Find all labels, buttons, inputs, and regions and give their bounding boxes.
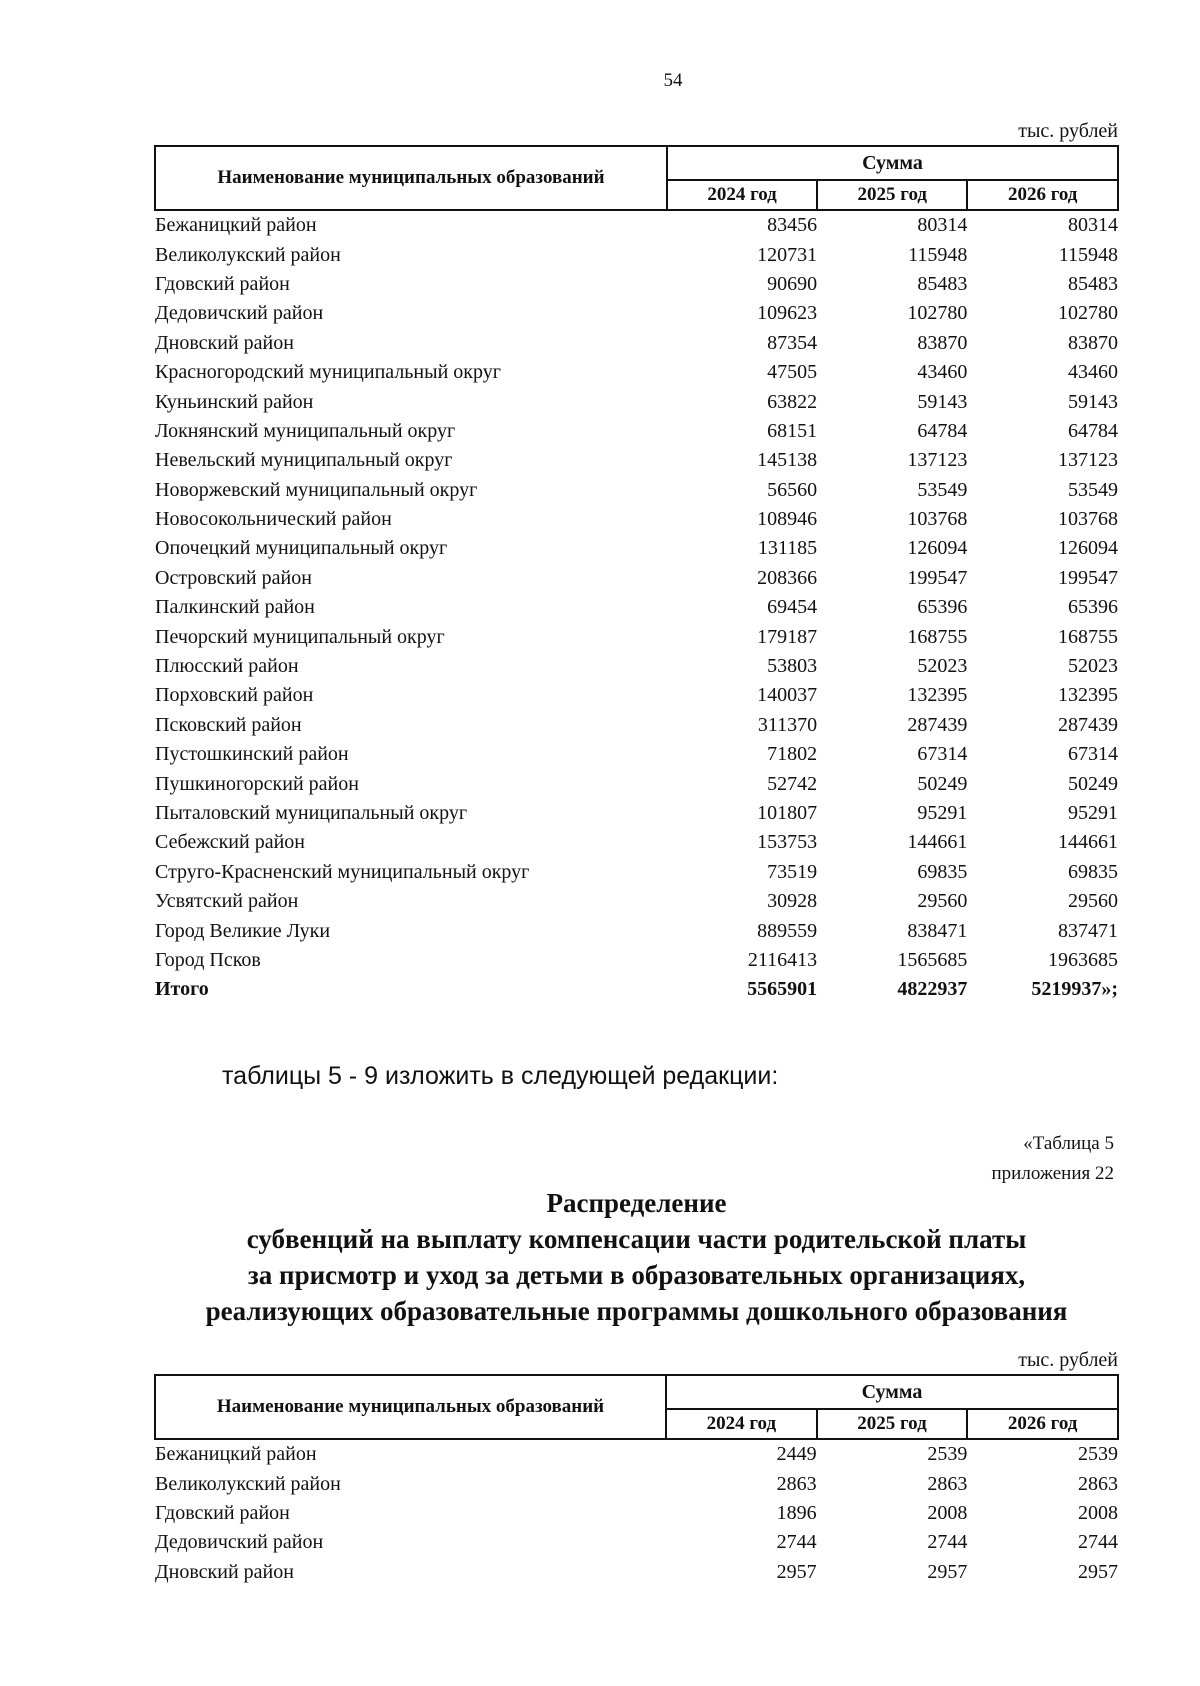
value-2026: 2539 [1078,1443,1118,1466]
table-row [155,946,1118,975]
value-2024: 71802 [767,743,818,766]
table-row [155,593,1118,622]
value-2026: 64784 [1068,419,1118,442]
value-2026: 103768 [1058,508,1118,531]
value-2026: 83870 [1068,331,1118,354]
value-2025: 64784 [917,419,968,442]
value-2024: 2744 [776,1531,817,1554]
municipality-name: Струго-Красненский муниципальный округ [155,860,530,883]
value-2024: 101807 [757,802,818,824]
subsidy-table-2 [154,1374,1119,1587]
value-2024: 53803 [767,655,818,678]
table-row [155,681,1118,710]
value-2024: 145138 [757,449,818,472]
municipality-name: Дедовичский район [155,1531,324,1554]
value-2025: 29560 [917,890,968,913]
value-2025: 80314 [917,214,968,237]
table-row [155,329,1118,358]
value-2024: 30928 [767,890,818,913]
value-2025: 199547 [907,566,968,589]
title-line: за присмотр и уход за детьми в образовательных организациях, [247,1260,1026,1290]
table-row [155,358,1118,387]
value-2026: 95291 [1068,802,1118,824]
value-2026: 2957 [1078,1560,1118,1583]
value-2026: 2863 [1078,1472,1118,1495]
municipality-name: Новоржевский муниципальный округ [155,478,478,501]
table-row [155,1439,1118,1469]
value-2024: 140037 [757,684,818,707]
year-2026-header: 2026 год [967,180,1118,210]
table-row [155,828,1118,857]
value-2024: 69454 [767,596,818,619]
table-row [155,240,1118,269]
value-2026: 102780 [1058,302,1118,325]
municipality-name: Усвятский район [155,890,299,913]
value-2024: 131185 [757,537,818,560]
municipality-name: Опочецкий муниципальный округ [155,537,448,560]
value-2024: 47505 [767,361,818,384]
value-2025: 132395 [907,684,968,707]
table-row [155,564,1118,593]
value-2024: 153753 [757,831,818,854]
title-line: Распределение [546,1188,727,1218]
units-label: тыс. рублей [1018,120,1118,142]
table-row [155,1558,1118,1587]
value-2025: 95291 [917,802,968,824]
value-2024: 56560 [767,478,818,501]
value-2024: 73519 [767,860,818,883]
value-2024: 311370 [757,713,818,736]
title-line: субвенций на выплату компенсации части родительской платы [246,1224,1027,1254]
value-2026: 168755 [1058,625,1118,648]
table-5-caption-line1: «Таблица 5 [1023,1133,1114,1154]
value-2024: 83456 [767,214,818,237]
value-2026: 132395 [1058,684,1118,707]
table-row [155,887,1118,916]
value-2025: 43460 [917,361,968,384]
value-2025: 2539 [927,1443,968,1466]
table-row [155,446,1118,475]
value-2025: 2957 [927,1560,968,1583]
sum-column-header: Сумма [666,1375,1118,1409]
value-2024: 889559 [757,919,818,942]
value-2025: 4822937 [897,978,968,1001]
value-2025: 59143 [917,390,968,413]
value-2026: 144661 [1058,831,1118,854]
table-5-title [154,1185,1119,1329]
table-row [155,652,1118,681]
value-2024: 208366 [757,566,818,589]
value-2024: 5565901 [747,978,818,1001]
value-2026: 137123 [1058,449,1118,472]
value-2024: 87354 [767,331,818,354]
municipality-name: Бежаницкий район [155,214,317,237]
table-row [155,1528,1118,1557]
units-label-2: тыс. рублей [1018,1349,1118,1371]
municipality-column-header: Наименование муниципальных образований [155,1375,666,1439]
table-row [155,1499,1118,1528]
table-1-body [155,210,1118,1005]
value-2025: 1565685 [897,948,968,971]
value-2025: 168755 [907,625,968,648]
value-2026: 837471 [1058,919,1118,942]
table-row [155,711,1118,740]
value-2026: 80314 [1068,214,1118,237]
table-row [155,622,1118,651]
value-2025: 102780 [907,302,968,325]
value-2026: 115948 [1058,243,1118,266]
value-2026: 50249 [1068,772,1118,795]
table-row [155,476,1118,505]
value-2025: 85483 [917,272,968,295]
value-2024: 2863 [776,1472,817,1495]
municipality-name: Великолукский район [155,1472,341,1495]
municipality-name: Палкинский район [155,596,315,619]
table-row [155,916,1118,945]
value-2026: 5219937»; [1031,978,1118,1001]
value-2025: 69835 [917,860,968,883]
value-2024: 108946 [757,508,818,531]
table-row [155,740,1118,769]
municipality-name: Пыталовский муниципальный округ [155,802,468,824]
value-2025: 2863 [927,1472,968,1495]
value-2026: 199547 [1058,566,1118,589]
municipality-name: Псковский район [155,713,302,736]
value-2024: 120731 [757,243,818,266]
municipality-name: Дновский район [155,331,294,354]
value-2025: 52023 [917,655,968,678]
value-2025: 53549 [917,478,968,501]
municipality-name: Дедовичский район [155,302,324,325]
value-2024: 179187 [757,625,818,648]
value-2026: 2008 [1078,1501,1118,1524]
subsidy-table-1 [154,145,1119,1005]
municipality-name: Дновский район [155,1560,294,1583]
table-row [155,534,1118,563]
municipality-name: Великолукский район [155,243,341,266]
table-5-caption [992,1129,1114,1189]
municipality-name: Итого [155,978,209,1001]
table-row [155,387,1118,416]
value-2025: 126094 [907,537,968,560]
value-2026: 126094 [1058,537,1118,560]
value-2026: 43460 [1068,361,1118,384]
value-2024: 2449 [776,1443,817,1466]
municipality-name: Новосокольнический район [155,508,392,531]
value-2025: 115948 [908,243,968,266]
table-row [155,769,1118,798]
value-2024: 2957 [776,1560,817,1583]
value-2025: 838471 [907,919,968,942]
value-2025: 2008 [927,1501,968,1524]
table-5-caption-line2: приложения 22 [991,1163,1114,1184]
value-2024: 1896 [776,1501,817,1524]
table-row [155,210,1118,240]
municipality-name: Куньинский район [155,390,314,413]
value-2026: 2744 [1078,1531,1118,1554]
value-2026: 287439 [1058,713,1118,736]
value-2025: 137123 [907,449,968,472]
table-2-body [155,1439,1118,1587]
value-2025: 144661 [907,831,968,854]
value-2025: 103768 [907,508,968,531]
value-2024: 2116413 [747,948,818,971]
municipality-name: Плюсский район [155,655,299,678]
year-2024-header: 2024 год [667,180,817,210]
value-2026: 67314 [1068,743,1118,766]
table-row [155,417,1118,446]
municipality-name: Город Псков [155,948,261,971]
table-row [155,270,1118,299]
value-2025: 67314 [917,743,968,766]
municipality-name: Город Великие Луки [155,919,331,942]
municipality-name: Гдовский район [155,1501,290,1524]
value-2025: 83870 [917,331,968,354]
table-row [155,858,1118,887]
municipality-name: Гдовский район [155,272,290,295]
value-2024: 63822 [767,390,818,413]
municipality-name: Невельский муниципальный округ [155,449,453,472]
municipality-name: Пушкиногорский район [155,772,359,795]
value-2025: 50249 [917,772,968,795]
municipality-name: Бежаницкий район [155,1443,317,1466]
value-2024: 90690 [767,272,818,295]
municipality-name: Пустошкинский район [155,743,349,766]
value-2026: 85483 [1068,272,1118,295]
municipality-name: Печорский муниципальный округ [155,625,445,648]
value-2026: 59143 [1068,390,1118,413]
value-2024: 68151 [767,419,818,442]
title-line: реализующих образовательные программы дошкольного образования [205,1296,1068,1326]
value-2024: 109623 [757,302,818,325]
municipality-name: Локнянский муниципальный округ [155,419,456,442]
value-2026: 52023 [1068,655,1118,678]
page-number: 54 [663,70,683,91]
value-2026: 1963685 [1048,948,1118,971]
municipality-name: Себежский район [155,831,305,854]
table-row [155,299,1118,328]
value-2026: 65396 [1068,596,1118,619]
value-2025: 2744 [927,1531,968,1554]
municipality-name: Красногородский муниципальный округ [155,361,501,384]
table-row [155,799,1118,828]
year-2024-header: 2024 год [666,1409,817,1439]
value-2026: 29560 [1068,890,1118,913]
value-2025: 65396 [917,596,968,619]
table-row [155,1469,1118,1498]
value-2024: 52742 [767,772,818,795]
value-2025: 287439 [907,713,968,736]
year-2025-header: 2025 год [817,1409,968,1439]
sum-column-header: Сумма [667,146,1118,180]
year-2026-header: 2026 год [967,1409,1118,1439]
municipality-name: Порховский район [155,684,314,707]
amendment-instruction: таблицы 5 - 9 изложить в следующей редакции: [222,1062,779,1090]
municipality-column-header: Наименование муниципальных образований [155,146,667,210]
value-2026: 53549 [1068,478,1118,501]
total-row [155,975,1118,1004]
value-2026: 69835 [1068,860,1118,883]
table-row [155,505,1118,534]
year-2025-header: 2025 год [817,180,967,210]
municipality-name: Островский район [155,566,312,589]
